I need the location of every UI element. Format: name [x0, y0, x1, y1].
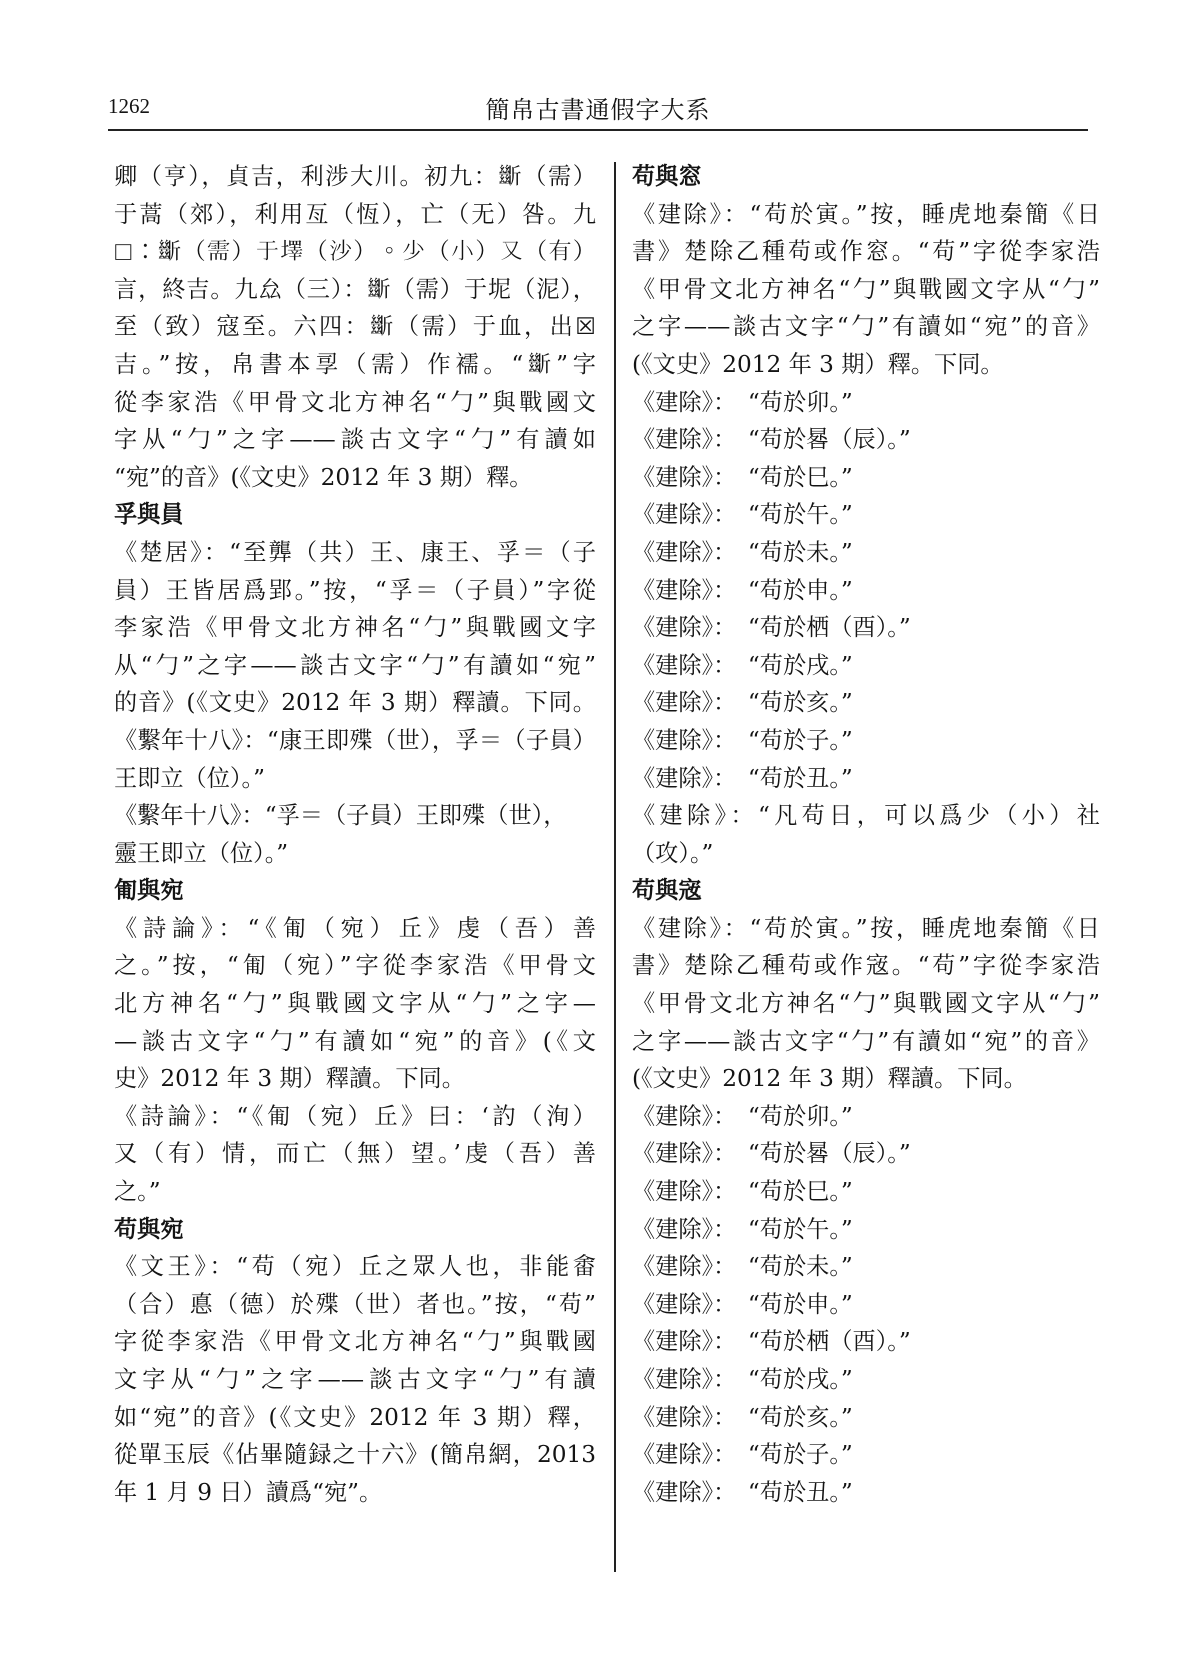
text-line: 《建除》： “苟於戌。”	[632, 1366, 853, 1393]
entry-heading: 孚與員	[114, 501, 184, 529]
text-line: 言，終吉。九厽（三）：𣃔（需）于坭（泥），	[114, 275, 596, 303]
text-line: 《建除》： “苟於午。”	[632, 501, 853, 529]
text-line: 史》2012 年 3 期）釋讀。下同。	[114, 1065, 465, 1093]
text-line: 《建除》： “苟於晷（辰）。”	[632, 426, 911, 454]
text-line: 從李家浩《甲骨文北方神名“勹”與戰國文	[114, 388, 596, 416]
text-line: 字从“勹”之字——談古文字“勹”有讀如	[114, 426, 596, 454]
text-line: 《甲骨文北方神名“勹”與戰國文字从“勹”	[632, 275, 1100, 303]
text-line: 從單玉辰《佔畢隨録之十六》(簡帛網，2013	[114, 1441, 596, 1469]
text-line: “宛”的音》(《文史》2012 年 3 期）釋。	[114, 463, 533, 491]
text-line: (《文史》2012 年 3 期）釋讀。下同。	[632, 1065, 1027, 1093]
text-line: 《建除》： “苟於未。”	[632, 1253, 853, 1281]
text-line: 《建除》：“凡苟日，可以爲少（小）社	[632, 802, 1100, 830]
entry-heading: 匍與宛	[114, 877, 184, 905]
text-line: 《建除》： “苟於申。”	[632, 576, 853, 604]
text-line: 之。”按，“匍（宛）”字從李家浩《甲骨文	[114, 952, 596, 980]
text-line: （攻）。”	[632, 839, 714, 867]
text-line: 《建除》： “苟於亥。”	[632, 1403, 853, 1431]
text-line: 于蒿（郊），利用亙（恆），亡（无）咎。九	[114, 200, 596, 228]
text-line: 的音》(《文史》2012 年 3 期）釋讀。下同。	[114, 689, 596, 717]
page-number: 1262	[108, 94, 150, 118]
text-line: 《繫年十八》：“孚＝（子員）王即殜（世），	[114, 802, 567, 830]
entry-heading: 苟與宼	[632, 877, 702, 905]
text-line: 《楚居》：“至龏（共）王、康王、孚＝（子	[114, 538, 596, 566]
text-line: 《建除》： “苟於栖（酉）。”	[632, 1328, 911, 1356]
text-line: 《詩論》：“《匍（宛）丘》虔（吾）善	[114, 914, 596, 942]
text-line: 文字从“勹”之字——談古文字“勹”有讀	[114, 1366, 596, 1393]
text-line: 《建除》： “苟於戌。”	[632, 651, 853, 679]
text-line: 《建除》： “苟於卯。”	[632, 1102, 853, 1130]
text-line: 之字——談古文字“勹”有讀如“宛”的音》	[632, 313, 1100, 341]
text-line: 如“宛”的音》(《文史》2012 年 3 期）釋，	[114, 1403, 596, 1431]
text-line: 《建除》： “苟於巳。”	[632, 1178, 853, 1206]
entry-heading: 苟與窓	[632, 163, 702, 190]
text-line: 員）王皆居爲郢。”按，“孚＝（子員）”字從	[114, 576, 596, 604]
text-line: 《建除》： “苟於亥。”	[632, 689, 853, 717]
text-line: 王即立（位）。”	[114, 764, 265, 792]
text-line: 《建除》： “苟於栖（酉）。”	[632, 614, 911, 642]
text-line: 《文王》：“苟（宛）丘之眾人也，非能畬	[114, 1253, 596, 1281]
running-title: 簡帛古書通假字大系	[485, 96, 711, 124]
text-line: (《文史》2012 年 3 期）釋。下同。	[632, 350, 1004, 378]
text-line: （合）悳（德）於殜（世）者也。”按，“苟”	[114, 1290, 596, 1318]
text-line: 之。”	[114, 1178, 161, 1206]
text-line: 書》楚除乙種苟或作宼。“苟”字從李家浩	[632, 952, 1100, 980]
text-line: 卿（亨），貞吉，利涉大川。初九：𣃔（需）	[114, 163, 596, 190]
text-line: 《建除》： “苟於子。”	[632, 1441, 853, 1469]
text-line: 《建除》： “苟於午。”	[632, 1215, 853, 1243]
text-line: 字從李家浩《甲骨文北方神名“勹”與戰國	[114, 1328, 596, 1356]
entry-heading: 苟與宛	[114, 1215, 184, 1243]
text-line: 又（有）情，而亡（無）望。’虔（吾）善	[114, 1140, 596, 1168]
text-line: ☐：𣃔（需）于墿（沙）。少（小）又（有）	[114, 238, 596, 266]
text-line: 《建除》： “苟於未。”	[632, 538, 853, 566]
text-line: 年 1 月 9 日）讀爲“宛”。	[114, 1478, 383, 1506]
right-column	[632, 158, 1100, 1511]
text-line: 《建除》： “苟於巳。”	[632, 463, 853, 491]
text-line: 北方神名“勹”與戰國文字从“勹”之字—	[114, 990, 596, 1018]
text-line: 《建除》： “苟於卯。”	[632, 388, 853, 416]
text-line: 《建除》：“苟於寅。”按，睡虎地秦簡《日	[632, 914, 1100, 942]
header-rule	[108, 129, 1088, 131]
page-header	[108, 88, 1088, 130]
text-line: 《建除》：“苟於寅。”按，睡虎地秦簡《日	[632, 200, 1100, 228]
text-line: —談古文字“勹”有讀如“宛”的音》(《文	[114, 1027, 596, 1055]
text-line: 《繫年十八》：“康王即殜（世），孚＝（子員）	[114, 726, 596, 754]
text-line: 《建除》： “苟於申。”	[632, 1290, 853, 1318]
text-line: 《建除》： “苟於丑。”	[632, 764, 853, 792]
text-line: 至（致）寇至。六四：𣃔（需）于血，出☒	[114, 313, 596, 341]
text-line: 之字——談古文字“勹”有讀如“宛”的音》	[632, 1027, 1100, 1055]
text-line: 从“勹”之字——談古文字“勹”有讀如“宛”	[114, 651, 596, 679]
left-column	[114, 158, 596, 1511]
text-line: 《詩論》：“《匍（宛）丘》曰：‘訋（洵）	[114, 1102, 596, 1130]
column-divider	[614, 162, 616, 1572]
text-line: 《建除》： “苟於丑。”	[632, 1478, 853, 1506]
text-line: 靈王即立（位）。”	[114, 839, 289, 867]
text-line: 李家浩《甲骨文北方神名“勹”與戰國文字	[114, 614, 596, 642]
text-line: 《甲骨文北方神名“勹”與戰國文字从“勹”	[632, 990, 1100, 1018]
text-line: 吉。”按，帛書本孠（需）作襦。“𣃔”字	[114, 350, 596, 378]
text-line: 書》楚除乙種苟或作窓。“苟”字從李家浩	[632, 238, 1100, 266]
text-line: 《建除》： “苟於晷（辰）。”	[632, 1140, 911, 1168]
text-line: 《建除》： “苟於子。”	[632, 726, 853, 754]
